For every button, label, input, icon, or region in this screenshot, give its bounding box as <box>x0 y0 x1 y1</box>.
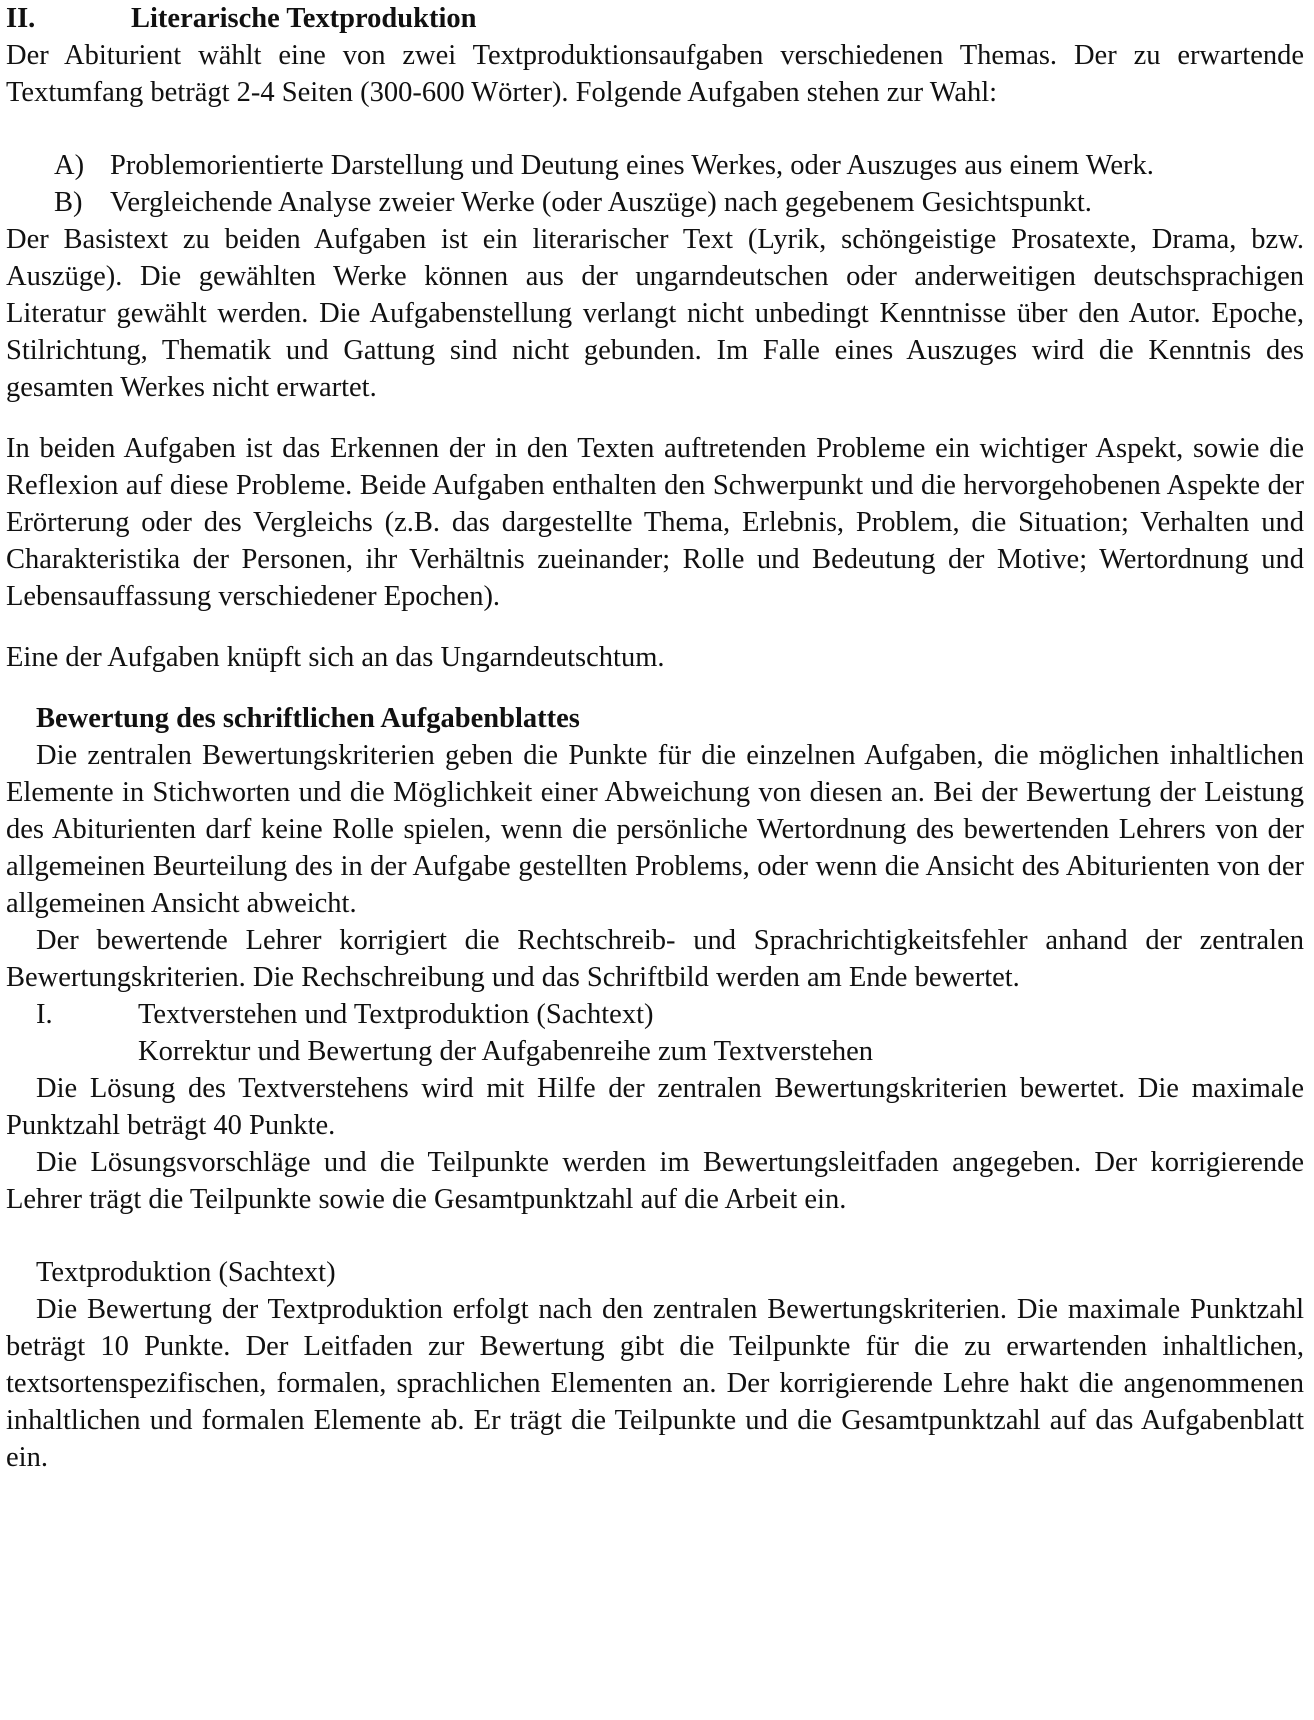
evaluation-paragraph-3: Die Lösung des Textverstehens wird mit Hilfe der zentralen Bewertungskriterien bewertet. Die maximale Punktzahl beträgt 40 Punkte. <box>6 1073 1304 1141</box>
evaluation-heading: Bewertung des schriftlichen Aufgabenblattes <box>36 703 580 734</box>
part-number: I. <box>36 999 53 1030</box>
part-title: Textverstehen und Textproduktion (Sachtext) <box>138 999 654 1030</box>
section-number: II. <box>6 3 36 34</box>
evaluation-paragraph-2: Der bewertende Lehrer korrigiert die Rechtschreib- und Sprachrichtigkeitsfehler anhand der zentralen Bewertungskriterien. Die Rechschreibung und das Schriftbild werden am Ende bewertet. <box>6 925 1304 993</box>
task-label: B) <box>54 187 83 218</box>
task-item-b <box>6 184 1304 221</box>
evaluation-paragraph-1: Die zentralen Bewertungskriterien geben die Punkte für die einzelnen Aufgaben, die möglichen inhaltlichen Elemente in Stichworten und die Möglichkeit einer Abweichung von diesen an. Bei der Bewertung der Leistung des Abiturienten darf keine Rolle spielen, wenn die persönliche Wertordnung des bewertenden Lehrers von der allgemeinen Beurteilung des in der Aufgabe gestellten Problems, oder wenn die Ansicht des Abiturienten von der allgemeinen Ansicht abweicht. <box>6 740 1304 919</box>
textproduktion-heading: Textproduktion (Sachtext) <box>36 1257 336 1288</box>
section-title: Literarische Textproduktion <box>131 3 477 34</box>
task-text: Problemorientierte Darstellung und Deutung eines Werkes, oder Auszuges aus einem Werk. <box>110 150 1154 181</box>
ungarndeutsch-paragraph: Eine der Aufgaben knüpft sich an das Ungarndeutschtum. <box>6 642 665 673</box>
task-text: Vergleichende Analyse zweier Werke (oder Auszüge) nach gegebenem Gesichtspunkt. <box>110 187 1092 218</box>
section-intro: Der Abiturient wählt eine von zwei Textproduktionsaufgaben verschiedenen Themas. Der zu erwartende Textumfang beträgt 2-4 Seiten (300-600 Wörter). Folgende Aufgaben stehen zur Wahl: <box>6 40 1304 108</box>
task-label: A) <box>54 150 85 181</box>
evaluation-paragraph-4: Die Lösungsvorschläge und die Teilpunkte werden im Bewertungsleitfaden angegeben. Der korrigierende Lehrer trägt die Teilpunkte sowie die Gesamtpunktzahl auf die Arbeit ein. <box>6 1147 1304 1215</box>
evaluation-paragraph-5: Die Bewertung der Textproduktion erfolgt nach den zentralen Bewertungskriterien. Die maximale Punktzahl beträgt 10 Punkte. Der Leitfaden zur Bewertung gibt die Teilpunkte für die zu erwartenden inhaltlichen, textsortenspezifischen, formalen, sprachlichen Elementen an. Der korrigierende Lehre hakt die angenommenen inhaltlichen und formalen Elemente ab. Er trägt die Teilpunkte und die Gesamtpunktzahl auf das Aufgabenblatt ein. <box>6 1294 1304 1473</box>
problems-paragraph: In beiden Aufgaben ist das Erkennen der in den Texten auftretenden Probleme ein wichtiger Aspekt, sowie die Reflexion auf diese Probleme. Beide Aufgaben enthalten den Schwerpunkt und die hervorgehobenen Aspekte der Erörterung oder des Vergleichs (z.B. das dargestellte Thema, Erlebnis, Problem, die Situation; Verhalten und Charakteristika der Personen, ihr Verhältnis zueinander; Rolle und Bedeutung der Motive; Wertordnung und Lebensauffassung verschiedener Epochen). <box>6 433 1304 612</box>
part-subtitle: Korrektur und Bewertung der Aufgabenreihe zum Textverstehen <box>138 1036 874 1067</box>
task-item-a <box>6 147 1304 184</box>
basis-text-paragraph: Der Basistext zu beiden Aufgaben ist ein literarischer Text (Lyrik, schöngeistige Prosatexte, Drama, bzw. Auszüge). Die gewählten Werke können aus der ungarndeutschen oder anderweitigen deutschsprachigen Literatur gewählt werden. Die Aufgabenstellung verlangt nicht unbedingt Kenntnisse über den Autor. Epoche, Stilrichtung, Thematik und Gattung sind nicht gebunden. Im Falle eines Auszuges wird die Kenntnis des gesamten Werkes nicht erwartet. <box>6 224 1304 403</box>
part-heading <box>6 996 1304 1033</box>
section-heading <box>6 0 1304 37</box>
